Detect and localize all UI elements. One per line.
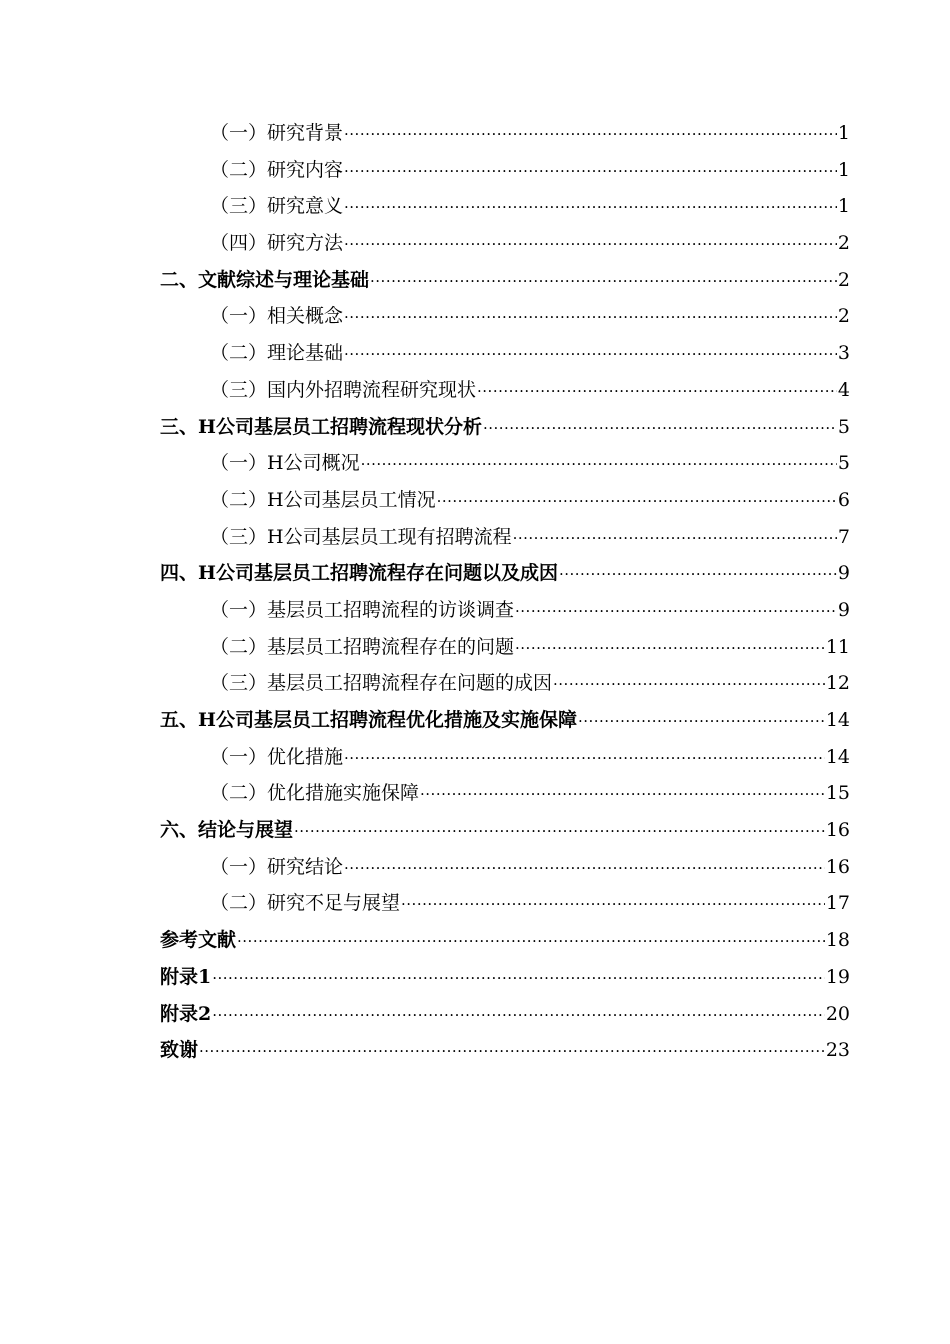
toc-dot-leader: [344, 111, 837, 149]
toc-section-entry[interactable]: [160, 372, 850, 409]
toc-page-number: 20: [825, 1002, 850, 1025]
toc-section-entry[interactable]: [160, 885, 850, 922]
toc-dot-leader: [344, 294, 837, 332]
toc-entry-title: （一）研究结论: [210, 855, 344, 878]
toc-entry-title: （一）研究背景: [210, 122, 344, 144]
toc-section-entry[interactable]: [160, 775, 850, 812]
toc-entry-title: （二）H公司基层员工情况: [210, 488, 436, 511]
toc-dot-leader: [401, 881, 825, 919]
toc-page-number: 17: [825, 892, 850, 915]
toc-dot-leader: [344, 331, 837, 369]
toc-entry-title: 四、H公司基层员工招聘流程存在问题以及成因: [160, 562, 558, 585]
toc-chapter-entry[interactable]: [160, 922, 850, 959]
toc-page-number: 18: [825, 929, 850, 952]
toc-page-number: 2: [837, 268, 850, 291]
toc-section-entry[interactable]: [160, 629, 850, 666]
toc-dot-leader: [515, 588, 837, 626]
toc-chapter-entry[interactable]: [160, 262, 850, 299]
toc-entry-title: （三）基层员工招聘流程存在问题的成因: [210, 672, 553, 695]
toc-chapter-entry[interactable]: [160, 702, 850, 739]
toc-dot-leader: [483, 405, 837, 443]
toc-page-number: 2: [837, 305, 850, 328]
toc-section-entry[interactable]: [160, 482, 850, 519]
toc-dot-leader: [237, 918, 825, 956]
toc-chapter-entry[interactable]: [160, 996, 850, 1033]
toc-page-number: 6: [837, 488, 850, 511]
toc-dot-leader: [553, 661, 825, 699]
toc-page-number: 15: [825, 782, 850, 805]
toc-dot-leader: [515, 625, 825, 663]
toc-entry-title: （一）H公司概况: [210, 452, 360, 475]
toc-dot-leader: [344, 735, 825, 773]
toc-chapter-entry[interactable]: [160, 409, 850, 446]
toc-entry-title: （二）优化措施实施保障: [210, 782, 420, 805]
toc-entry-title: （二）理论基础: [210, 342, 344, 365]
toc-page-number: 16: [825, 855, 850, 878]
toc-entry-title: 二、文献综述与理论基础: [160, 268, 370, 291]
toc-entry-title: （四）研究方法: [210, 232, 344, 255]
toc-dot-leader: [578, 698, 825, 736]
toc-page-number: 19: [825, 965, 850, 988]
toc-page-number: 9: [837, 562, 850, 585]
toc-dot-leader: [361, 441, 837, 479]
toc-dot-leader: [420, 771, 825, 809]
toc-entry-title: （三）国内外招聘流程研究现状: [210, 378, 477, 401]
toc-chapter-entry[interactable]: [160, 959, 850, 996]
toc-page-number: 1: [837, 158, 850, 181]
toc-page-number: 16: [825, 819, 850, 842]
toc-chapter-entry[interactable]: [160, 555, 850, 592]
toc-section-entry[interactable]: [160, 849, 850, 886]
toc-entry-title: 三、H公司基层员工招聘流程现状分析: [160, 415, 482, 438]
toc-dot-leader: [199, 1028, 825, 1066]
toc-dot-leader: [370, 258, 837, 296]
toc-entry-title: 参考文献: [160, 929, 237, 952]
toc-dot-leader: [294, 808, 825, 846]
toc-dot-leader: [344, 221, 837, 259]
toc-dot-leader: [477, 368, 837, 406]
toc-entry-title: 六、结论与展望: [160, 819, 294, 842]
toc-section-entry[interactable]: [160, 335, 850, 372]
toc-dot-leader: [344, 845, 825, 883]
toc-page-number: 11: [825, 635, 850, 658]
toc-page-number: 23: [825, 1039, 850, 1062]
toc-entry-title: （一）优化措施: [210, 745, 344, 768]
toc-dot-leader: [437, 478, 837, 516]
toc-page-number: 7: [837, 525, 850, 548]
toc-chapter-entry[interactable]: [160, 812, 850, 849]
toc-entry-title: （一）基层员工招聘流程的访谈调查: [210, 598, 515, 621]
toc-page-number: 12: [825, 672, 850, 695]
toc-dot-leader: [212, 955, 825, 993]
toc-entry-title: 附录1: [160, 965, 212, 988]
toc-dot-leader: [344, 148, 837, 186]
toc-entry-title: （三）H公司基层员工现有招聘流程: [210, 525, 512, 548]
toc-section-entry[interactable]: [160, 592, 850, 629]
toc-page-number: 3: [837, 342, 850, 365]
toc-dot-leader: [513, 515, 837, 553]
toc-page-number: 5: [837, 415, 850, 438]
toc-dot-leader: [344, 184, 837, 222]
toc-section-entry[interactable]: [160, 665, 850, 702]
toc-dot-leader: [559, 551, 837, 589]
toc-entry-title: 致谢: [160, 1039, 199, 1062]
toc-page-number: 5: [837, 452, 850, 475]
toc-page-number: 4: [837, 378, 850, 401]
toc-page-number: 14: [825, 709, 850, 731]
toc-page-number: 1: [837, 122, 850, 144]
toc-section-entry[interactable]: [160, 115, 850, 152]
toc-section-entry[interactable]: [160, 519, 850, 556]
toc-page-number: 1: [837, 195, 850, 218]
toc-entry-title: （一）相关概念: [210, 305, 344, 328]
toc-section-entry[interactable]: [160, 298, 850, 335]
toc-section-entry[interactable]: [160, 445, 850, 482]
table-of-contents: [160, 115, 850, 1069]
toc-chapter-entry[interactable]: [160, 1032, 850, 1069]
toc-section-entry[interactable]: [160, 739, 850, 776]
toc-page-number: 14: [825, 745, 850, 768]
toc-entry-title: 附录2: [160, 1002, 212, 1025]
toc-entry-title: （三）研究意义: [210, 195, 344, 218]
toc-section-entry[interactable]: [160, 225, 850, 262]
toc-dot-leader: [212, 992, 825, 1030]
toc-section-entry[interactable]: [160, 152, 850, 189]
toc-page-number: 9: [837, 598, 850, 621]
toc-entry-title: （二）研究不足与展望: [210, 892, 401, 915]
toc-entry-title: （二）基层员工招聘流程存在的问题: [210, 635, 515, 658]
toc-entry-title: 五、H公司基层员工招聘流程优化措施及实施保障: [160, 709, 577, 731]
toc-entry-title: （二）研究内容: [210, 158, 344, 181]
toc-page-number: 2: [837, 232, 850, 255]
toc-section-entry[interactable]: [160, 188, 850, 225]
